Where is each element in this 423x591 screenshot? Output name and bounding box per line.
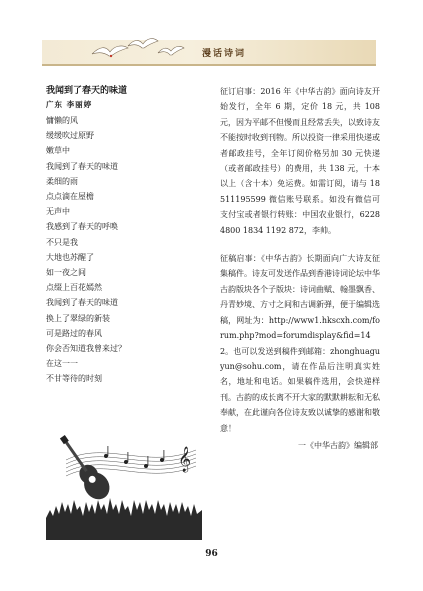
poem-author: 广东 李丽婷 <box>46 100 93 109</box>
poem-block <box>46 86 196 387</box>
poem-line: 点点滴在屋檐 <box>46 192 94 202</box>
poem-line: 我闻到了春天的味道 <box>46 298 118 308</box>
crane-icon <box>90 40 130 64</box>
poem-line: 不甘等待的时刻 <box>46 374 102 384</box>
poem-line: 大地也苏醒了 <box>46 252 94 262</box>
poem-line: 点缀上百花嫣然 <box>46 283 102 293</box>
guitar-icon <box>53 430 115 504</box>
crowd-silhouette <box>46 498 202 540</box>
page-number: 96 <box>205 549 218 559</box>
section-title: 漫话诗词 <box>201 49 246 59</box>
crane-icon <box>126 34 160 56</box>
poem-line: 我闻到了春天的味道 <box>46 161 118 171</box>
poem-line: 我感到了春天的呼唤 <box>46 222 118 232</box>
poem-body <box>46 113 196 387</box>
music-illustration <box>46 430 202 540</box>
poem-line: 换上了翠绿的新装 <box>46 313 110 323</box>
poem-line: 可是路过的春风 <box>46 328 102 338</box>
section-banner <box>42 40 376 66</box>
subscription-notice: 征订启事：2016 年《中华古韵》面向诗友开始发行，全年 6 期，定价 18 元，共 108 元，因为平邮不但慢而且经常丢失，以致诗友不能按时收到刊物。所以投资一律采用快递或者邮政挂号，全年订阅价格另加 30 元快递（或者邮政挂号）的费用，共 138 元，十本以上（含十本）免运费。如需订阅，请与 18511195599 微信账号联系。如没有微信可支付宝或者银行转账：中国农业银行，6228 4800 1834 1192 872，李帅。 <box>220 87 380 235</box>
treble-clef-icon: 𝄞 <box>178 447 192 472</box>
poem-line: 你会否知道我曾来过？ <box>46 344 126 354</box>
poem-line: 无声中 <box>46 207 70 217</box>
poem-title: 我闻到了春天的味道 <box>46 86 128 96</box>
submission-notice: 征稿启事：《中华古韵》长期面向广大诗友征集稿件。诗友可发送作品到香港诗词论坛中华古韵版块各个子版块：诗词曲赋、翰墨飘香、丹青妙境、方寸之间和古调新弹，便于编辑选稿，网址为：http://www1.hkscxh.com/forum.php?mod=forumdisplay&fid=142。也可以发送到稿件到邮箱：zhonghuaguyun@sohu.com，请在作品后注明真实姓名，地址和电话。如果稿件选用，会快递样刊。古韵的成长离不开大家的默默耕耘和无私奉献，在此谨向各位诗友致以诚挚的感谢和敬意！ <box>220 254 380 433</box>
poem-line: 在这一一 <box>46 359 78 369</box>
poem-line: 慵懒的风 <box>46 116 78 125</box>
poem-line: 柔细的雨 <box>46 176 78 186</box>
editorial-signature: 一《中华古韵》编辑部 <box>298 440 378 450</box>
poem-line: 嫩草中 <box>46 146 70 156</box>
poem-line: 不只是我 <box>46 237 78 247</box>
poem-line: 如一夜之间 <box>46 268 86 278</box>
notices-column <box>220 84 380 453</box>
poem-line: 缓缓吹过原野 <box>46 131 94 141</box>
crane-icon <box>156 42 186 62</box>
